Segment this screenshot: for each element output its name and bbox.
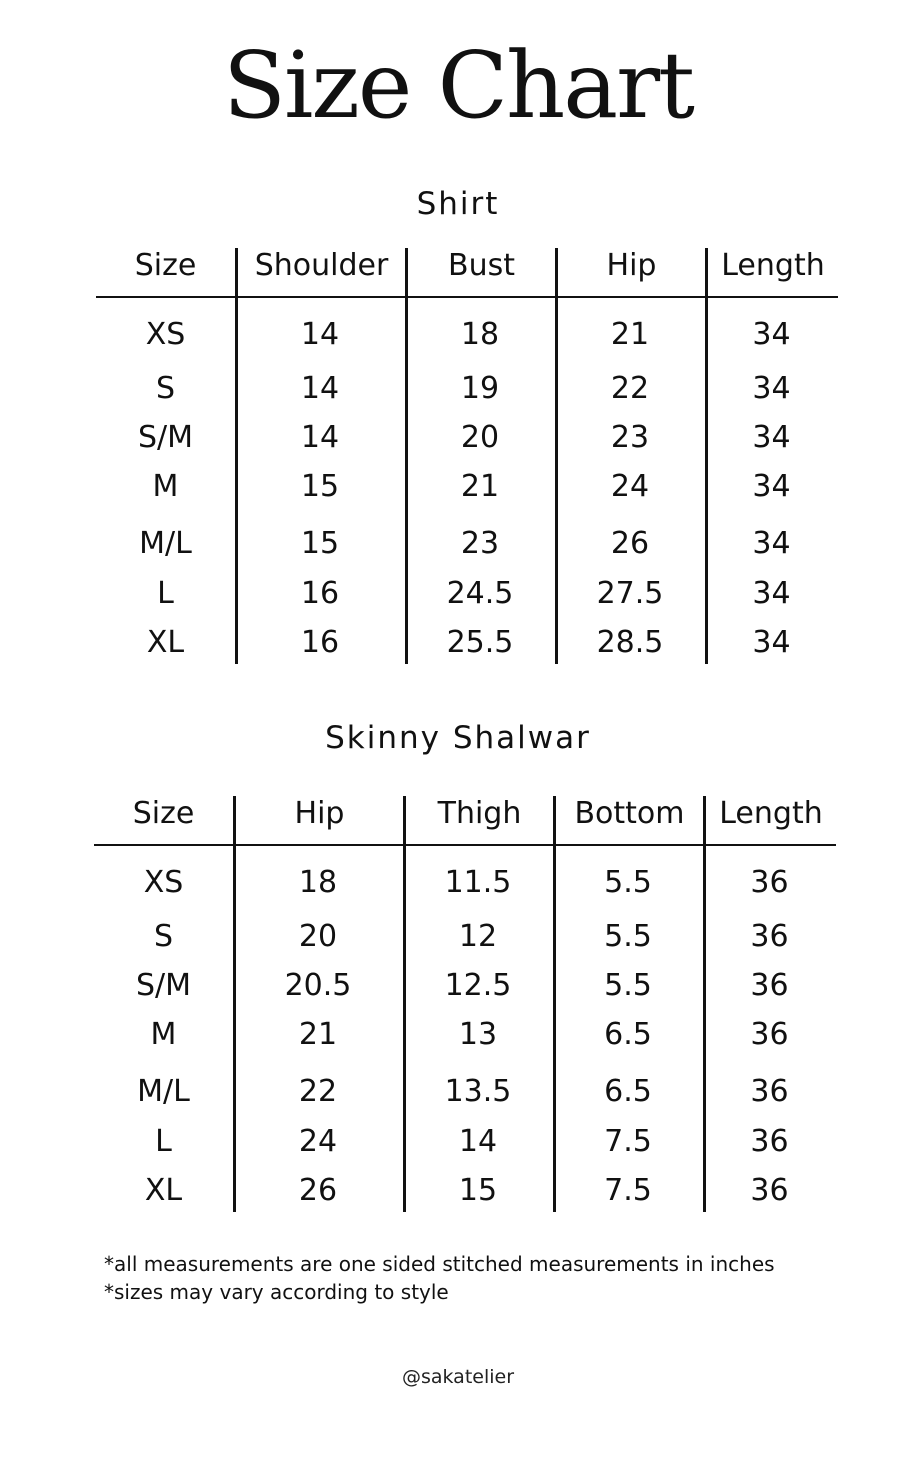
- shalwar-table-cell: 36: [750, 1017, 789, 1052]
- shirt-table-cell: L: [157, 576, 174, 611]
- shirt-table-cell: 34: [752, 469, 791, 504]
- shirt-table-cell: 34: [752, 317, 791, 352]
- shirt-table-cell: 16: [300, 625, 340, 660]
- shalwar-heading: Skinny Shalwar: [325, 720, 591, 756]
- shirt-header-hip: Hip: [555, 248, 705, 296]
- measurement-note: *all measurements are one sided stitched measurements in inches: [104, 1252, 775, 1276]
- shalwar-table-cell: 6.5: [604, 1074, 652, 1109]
- shirt-table-cell: 22: [610, 371, 650, 406]
- shirt-table-cell: 21: [610, 317, 650, 352]
- shalwar-table-cell: 36: [750, 865, 789, 900]
- shirt-table-row: [96, 626, 838, 660]
- shalwar-table-cell: 36: [750, 1074, 789, 1109]
- shalwar-table-row: [94, 1125, 836, 1159]
- shalwar-table-cell: 5.5: [604, 919, 652, 954]
- shalwar-table-cell: 26: [298, 1173, 338, 1208]
- shirt-table-cell: 18: [460, 317, 500, 352]
- shirt-table-row: [96, 372, 838, 406]
- shalwar-table-cell: 11.5: [444, 865, 512, 900]
- shalwar-table-cell: 20.5: [284, 968, 352, 1003]
- shalwar-table-cell: 14: [458, 1124, 498, 1159]
- shirt-header-size: Size: [134, 248, 197, 283]
- shirt-table-cell: 34: [752, 420, 791, 455]
- shirt-table-cell: 14: [300, 317, 340, 352]
- shirt-table-row: [96, 470, 838, 504]
- shalwar-table-cell: L: [155, 1124, 172, 1159]
- shalwar-table-cell: 20: [298, 919, 338, 954]
- shalwar-table-cell: 6.5: [604, 1017, 652, 1052]
- shirt-table-cell: XS: [145, 317, 186, 352]
- shalwar-table-cell: 22: [298, 1074, 338, 1109]
- shalwar-size-table: [94, 796, 836, 1212]
- shirt-table-cell: 23: [610, 420, 650, 455]
- shalwar-header-thigh: Thigh: [403, 796, 553, 844]
- shalwar-table-cell: S/M: [135, 968, 192, 1003]
- shalwar-header-length: Length: [703, 796, 836, 844]
- shalwar-table-cell: M: [150, 1017, 177, 1052]
- shirt-table-cell: 15: [300, 469, 340, 504]
- shalwar-table-row: [94, 866, 836, 900]
- shalwar-table-cell: 13.5: [444, 1074, 512, 1109]
- shalwar-table-cell: 12: [458, 919, 498, 954]
- shirt-table-cell: 24.5: [446, 576, 514, 611]
- shalwar-table-cell: XL: [144, 1173, 183, 1208]
- shalwar-table-cell: 36: [750, 968, 789, 1003]
- shirt-table-cell: 27.5: [596, 576, 664, 611]
- shalwar-table-cell: 24: [298, 1124, 338, 1159]
- shirt-table-cell: M: [152, 469, 179, 504]
- shalwar-table-row: [94, 969, 836, 1003]
- shalwar-table-cell: XS: [143, 865, 184, 900]
- shalwar-table-cell: 5.5: [604, 968, 652, 1003]
- shirt-table-cell: 14: [300, 420, 340, 455]
- shirt-heading: Shirt: [416, 186, 500, 222]
- shalwar-table-body: [94, 846, 836, 1212]
- shirt-table-cell: 34: [752, 576, 791, 611]
- shalwar-header-size: Size: [132, 796, 195, 831]
- shalwar-table-cell: 36: [750, 1124, 789, 1159]
- shirt-table-cell: 34: [752, 371, 791, 406]
- shirt-table-cell: 21: [460, 469, 500, 504]
- shirt-table-cell: XL: [146, 625, 185, 660]
- shalwar-table-cell: 18: [298, 865, 338, 900]
- shirt-table-row: [96, 577, 838, 611]
- shirt-table-cell: 19: [460, 371, 500, 406]
- shirt-table-cell: 34: [752, 526, 791, 561]
- shirt-header-shoulder: Shoulder: [235, 248, 405, 296]
- page-title: Size Chart: [222, 32, 694, 139]
- shalwar-header-bottom: Bottom: [553, 796, 703, 844]
- shirt-table-row: [96, 421, 838, 455]
- shirt-header-bust: Bust: [405, 248, 555, 296]
- shirt-table-row: [96, 318, 838, 352]
- shirt-table-cell: 23: [460, 526, 500, 561]
- shalwar-table-cell: 15: [458, 1173, 498, 1208]
- shirt-table-cell: 28.5: [596, 625, 664, 660]
- shirt-header-length: Length: [705, 248, 838, 296]
- shalwar-table-cell: 12.5: [444, 968, 512, 1003]
- social-handle: @sakatelier: [401, 1366, 515, 1388]
- shirt-table-cell: 20: [460, 420, 500, 455]
- shalwar-table-row: [94, 920, 836, 954]
- shirt-table-cell: 26: [610, 526, 650, 561]
- style-note: *sizes may vary according to style: [104, 1280, 449, 1304]
- shalwar-table-cell: S: [153, 919, 174, 954]
- shirt-table-cell: 24: [610, 469, 650, 504]
- shirt-table-row: [96, 527, 838, 561]
- shalwar-header-row: [94, 796, 836, 846]
- shalwar-table-cell: 13: [458, 1017, 498, 1052]
- shalwar-table-cell: 7.5: [604, 1124, 652, 1159]
- shirt-table-cell: 25.5: [446, 625, 514, 660]
- shirt-header-row: [96, 248, 838, 298]
- shirt-table-body: [96, 298, 838, 664]
- shalwar-table-cell: 7.5: [604, 1173, 652, 1208]
- shirt-table-cell: M/L: [139, 526, 192, 561]
- shalwar-table-cell: 36: [750, 1173, 789, 1208]
- shalwar-table-row: [94, 1075, 836, 1109]
- shalwar-table-row: [94, 1018, 836, 1052]
- shirt-table-cell: 14: [300, 371, 340, 406]
- shirt-table-cell: 16: [300, 576, 340, 611]
- shirt-table-cell: 15: [300, 526, 340, 561]
- shirt-table-cell: S: [155, 371, 176, 406]
- shirt-table-cell: 34: [752, 625, 791, 660]
- shalwar-table-row: [94, 1174, 836, 1208]
- shirt-size-table: [96, 248, 838, 664]
- shalwar-table-cell: 36: [750, 919, 789, 954]
- shalwar-table-cell: M/L: [137, 1074, 190, 1109]
- shalwar-table-cell: 21: [298, 1017, 338, 1052]
- shalwar-table-cell: 5.5: [604, 865, 652, 900]
- shirt-table-cell: S/M: [137, 420, 194, 455]
- shalwar-header-hip: Hip: [233, 796, 403, 844]
